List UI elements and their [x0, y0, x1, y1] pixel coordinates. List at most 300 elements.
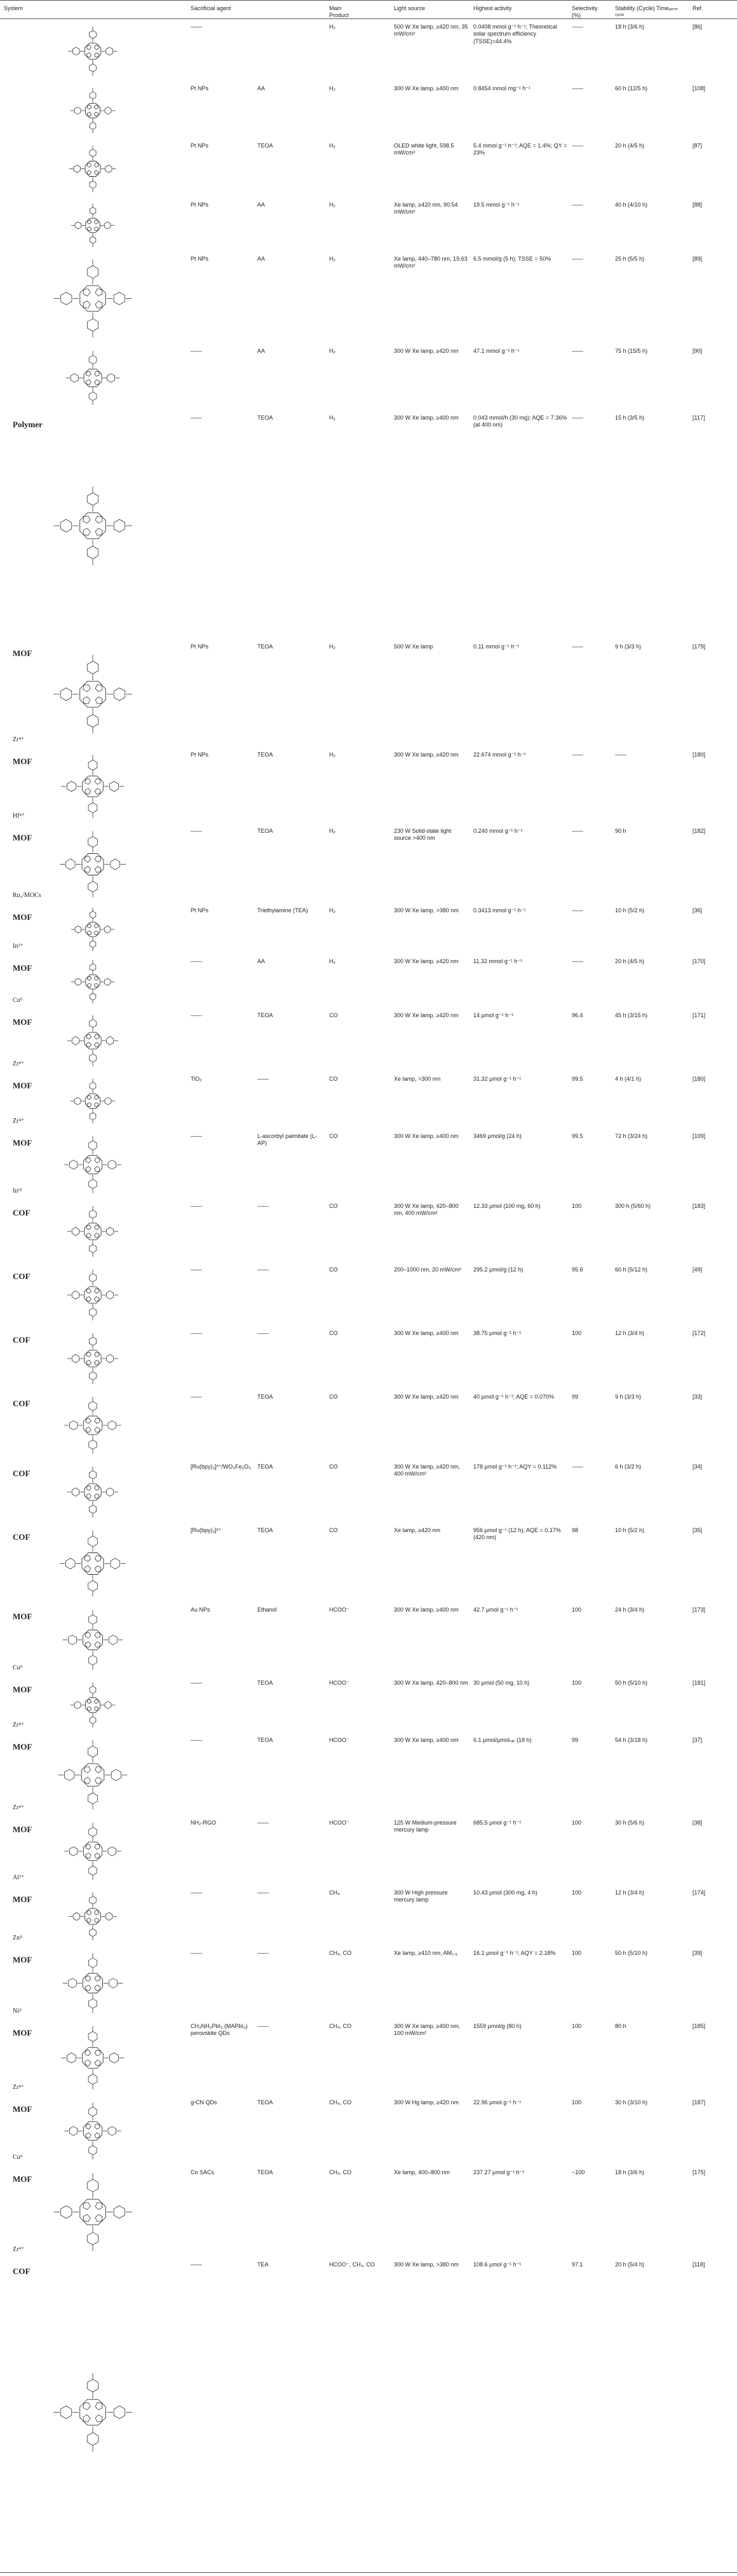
selectivity-cell: 100	[572, 1889, 582, 1896]
molecule-drawing	[53, 2373, 132, 2452]
structure-cell	[4, 906, 182, 953]
light-source-cell: Xe lamp, 440–780 nm, 19.63 mW/cm²	[394, 256, 468, 270]
stability-cell: 18 h (3/6 h)	[615, 2169, 645, 2175]
main-product-cell: H₂	[329, 907, 335, 914]
table-row	[0, 1949, 737, 2022]
main-product-cell: HCOO⁻	[329, 1680, 349, 1686]
structure-cell	[4, 2168, 182, 2256]
main-product-cell: CO	[329, 1463, 338, 1470]
stability-cell: 50 h (5/10 h)	[615, 1680, 648, 1686]
structure-cell	[4, 1888, 182, 1945]
structure-cell	[4, 1132, 182, 1198]
reference-cell: [182]	[693, 828, 706, 834]
metal-node-label: Zr⁴⁺	[13, 1722, 25, 1729]
main-product-cell: CO	[329, 1394, 338, 1400]
framework-label: MOF	[13, 1825, 32, 1834]
structure-svg	[4, 1011, 182, 1071]
molecule-drawing	[67, 1206, 118, 1257]
structure-svg	[4, 1132, 182, 1198]
molecule-drawing	[71, 88, 116, 134]
main-product-cell: CH₄, CO	[329, 2099, 352, 2106]
highest-activity-cell: 956 μmol g⁻¹ (12 h); AQE = 0.17% (420 nm)	[473, 1527, 561, 1541]
reference-cell: [118]	[693, 2261, 705, 2268]
main-product-cell: CH₄, CO	[329, 1950, 352, 1956]
reference-cell: [90]	[693, 348, 703, 354]
selectivity-cell: 100	[572, 2023, 582, 2029]
structure-svg	[4, 346, 182, 409]
framework-label: COF	[13, 1399, 30, 1408]
electron-donor-cell: TEOA	[257, 1012, 273, 1018]
structure-cell	[4, 1265, 182, 1325]
structure-cell	[4, 1202, 182, 1261]
structure-cell	[4, 413, 182, 638]
header-light-source: Light source	[394, 5, 426, 11]
stability-cell: 20 h (5/4 h)	[615, 2261, 645, 2268]
metal-node-label: Hf⁴⁺	[13, 812, 25, 819]
reference-cell: [34]	[693, 1463, 703, 1470]
framework-label: COF	[13, 1335, 30, 1345]
reference-cell: [180]	[693, 751, 706, 758]
selectivity-cell: ——	[572, 751, 583, 758]
light-source-cell: Xe lamp, ≥410 nm, AM₁.₅	[394, 1950, 458, 1956]
metal-node-label: In³⁺	[13, 943, 24, 950]
table-row	[0, 22, 737, 84]
molecule-drawing	[53, 486, 132, 565]
metal-node-label: Zr⁴⁺	[13, 1804, 25, 1811]
structure-svg	[4, 84, 182, 137]
structure-svg	[4, 413, 182, 638]
sacrificial-agent-cell: ——	[191, 1737, 202, 1743]
main-product-cell: H₂	[329, 643, 335, 650]
electron-donor-cell: ——	[257, 1330, 269, 1336]
metal-node-label: Zr⁴⁺	[13, 1118, 25, 1125]
electron-donor-cell: ——	[257, 1889, 269, 1896]
sacrificial-agent-cell: ——	[191, 1680, 202, 1686]
structure-cell	[4, 1605, 182, 1675]
electron-donor-cell: TEOA	[257, 1680, 273, 1686]
structure-svg	[4, 1888, 182, 1945]
structure-svg	[4, 1202, 182, 1261]
molecule-drawing	[67, 1467, 118, 1518]
structure-cell	[4, 2260, 182, 2565]
sacrificial-agent-cell: TiO₂	[191, 1076, 202, 1082]
highest-activity-cell: 22.674 mmol g⁻¹ h⁻¹	[473, 751, 526, 758]
framework-label: COF	[13, 2266, 30, 2276]
main-product-cell: CH₄	[329, 1889, 340, 1896]
highest-activity-cell: 42.7 μmol g⁻¹ h⁻¹	[473, 1607, 518, 1613]
structure-cell	[4, 1678, 182, 1732]
stability-cell: 72 h (3/24 h)	[615, 1133, 648, 1139]
sacrificial-agent-cell: Pt NPs	[191, 751, 209, 758]
light-source-cell: 300 W Xe lamp, ≥400 nm	[394, 414, 459, 421]
electron-donor-cell: TEA	[257, 2261, 269, 2268]
main-product-cell: HCOO⁻	[329, 1819, 349, 1826]
header-top-rule	[0, 0, 737, 1]
table-row	[0, 2260, 737, 2568]
framework-label: MOF	[13, 2104, 32, 2114]
framework-label: Polymer	[13, 420, 43, 429]
molecule-drawing	[69, 146, 116, 192]
light-source-cell: 300 W Xe lamp, 420–800 nm, 400 mW/cm²	[394, 1203, 459, 1217]
highest-activity-cell: 178 μmol g⁻¹ h⁻¹; AQY = 0.112%	[473, 1463, 557, 1470]
light-source-cell: 300 W Xe lamp, ≥420 nm	[394, 348, 459, 354]
framework-label: MOF	[13, 2174, 32, 2184]
sacrificial-agent-cell: ——	[191, 1950, 202, 1956]
light-source-cell: 300 W Hg lamp, ≥420 nm	[394, 2099, 459, 2106]
table-row	[0, 200, 737, 254]
structure-svg	[4, 22, 182, 80]
highest-activity-cell: 0.240 mmol g⁻¹ h⁻¹	[473, 828, 523, 834]
electron-donor-cell: Ethanol	[257, 1607, 277, 1613]
stability-cell: 30 h (5/6 h)	[615, 1819, 645, 1826]
highest-activity-cell: 22.96 μmol g⁻¹ h⁻¹	[473, 2099, 522, 2106]
light-source-cell: 125 W Medium-pressure mercury lamp	[394, 1819, 457, 1833]
selectivity-cell: ——	[572, 348, 583, 354]
structure-cell	[4, 1736, 182, 1814]
table-row	[0, 2022, 737, 2098]
highest-activity-cell: 0.043 mmol/h (30 mg); AQE = 7.36% (at 400 nm)	[473, 414, 567, 428]
stability-cell: 30 h (3/10 h)	[615, 2099, 648, 2106]
main-product-cell: CO	[329, 1203, 338, 1209]
highest-activity-cell: 1559 μmol/g (80 h)	[473, 2023, 522, 2029]
table-bottom-rule	[0, 2572, 737, 2573]
molecule-drawing	[68, 27, 117, 76]
main-product-cell: CO	[329, 1330, 338, 1336]
molecule-drawing	[61, 755, 124, 818]
structure-cell	[4, 1818, 182, 1884]
light-source-cell: 300 W Xe lamp, 420–800 nm	[394, 1680, 468, 1686]
framework-label: MOF	[13, 648, 32, 658]
header-stability: Stability (Cycle) Timeₐₘₘ ᶜʸᶜˡᵉ	[615, 5, 679, 18]
highest-activity-cell: 47.1 mmol g⁻¹ h⁻¹	[473, 348, 520, 354]
structure-svg	[4, 1074, 182, 1128]
metal-node-label: Znᴵᴵ	[13, 1935, 23, 1942]
molecule-drawing	[61, 2026, 124, 2089]
framework-label: COF	[13, 1208, 30, 1217]
main-product-cell: H₂	[329, 85, 335, 92]
light-source-cell: OLED white light, 598.5 mW/cm²	[394, 142, 454, 156]
light-source-cell: 300 W Xe lamp, ≥420 nm	[394, 1012, 459, 1018]
structure-svg	[4, 141, 182, 196]
framework-label: MOF	[13, 833, 32, 842]
reference-cell: [183]	[693, 1203, 706, 1209]
structure-svg	[4, 642, 182, 746]
structure-cell	[4, 826, 182, 902]
structure-cell	[4, 84, 182, 137]
selectivity-cell: 100	[572, 1819, 582, 1826]
stability-cell: 10 h (5/2 h)	[615, 907, 645, 914]
electron-donor-cell: ——	[257, 2023, 269, 2029]
stability-cell: 60 h (12/5 h)	[615, 85, 648, 92]
highest-activity-cell: 31.32 μmol g⁻¹ h⁻¹	[473, 1076, 522, 1082]
reference-cell: [179]	[693, 643, 706, 650]
electron-donor-cell: TEOA	[257, 2099, 273, 2106]
light-source-cell: 300 W Xe lamp, >380 nm	[394, 907, 459, 914]
stability-cell: 80 h	[615, 2023, 626, 2029]
table-row	[0, 1011, 737, 1074]
reference-cell: [33]	[693, 1394, 703, 1400]
selectivity-cell: 99.5	[572, 1133, 583, 1139]
selectivity-cell: ——	[572, 202, 583, 208]
highest-activity-cell: 0.3413 mmol g⁻¹ h⁻¹	[473, 907, 526, 914]
stability-cell: 9 h (3/3 h)	[615, 643, 642, 650]
stability-cell: 20 h (4/5 h)	[615, 958, 645, 964]
sacrificial-agent-cell: ——	[191, 24, 202, 30]
stability-cell: 18 h (3/6 h)	[615, 24, 645, 30]
highest-activity-cell: 38.75 μmol g⁻¹ h⁻¹	[473, 1330, 522, 1336]
structure-svg	[4, 1949, 182, 2018]
framework-label: MOF	[13, 963, 32, 973]
table-row	[0, 957, 737, 1011]
molecule-drawing	[71, 1079, 116, 1124]
structure-svg	[4, 1329, 182, 1388]
sacrificial-agent-cell: Pt NPs	[191, 907, 209, 914]
sacrificial-agent-cell: ——	[191, 348, 202, 354]
reference-cell: [39]	[693, 1950, 703, 1956]
table-row	[0, 826, 737, 906]
table-row	[0, 642, 737, 750]
framework-label: MOF	[13, 1742, 32, 1751]
structure-cell	[4, 1011, 182, 1071]
electron-donor-cell: TEOA	[257, 142, 273, 149]
molecule-drawing	[69, 1893, 116, 1940]
molecule-drawing	[71, 960, 114, 1003]
sacrificial-agent-cell: [Ru(bpy)₃]²⁺/WO₃Fe₂O₃	[191, 1463, 251, 1470]
sacrificial-agent-cell: ——	[191, 958, 202, 964]
stability-cell: 20 h (4/5 h)	[615, 142, 645, 149]
reference-cell: [88]	[693, 202, 703, 208]
stability-cell: 12 h (3/4 h)	[615, 1889, 645, 1896]
highest-activity-cell: 5.4 mmol g⁻¹ h⁻¹; AQE = 1.4%; QY = 23%	[473, 142, 567, 156]
sacrificial-agent-cell: ——	[191, 1394, 202, 1400]
table-row	[0, 1462, 737, 1526]
electron-donor-cell: AA	[257, 958, 266, 964]
stability-cell: 50 h (5/10 h)	[615, 1950, 648, 1956]
main-product-cell: CO	[329, 1076, 338, 1082]
main-product-cell: H₂	[329, 202, 335, 208]
stability-cell: 4 h (4/1 h)	[615, 1076, 642, 1082]
reference-cell: [87]	[693, 142, 703, 149]
metal-node-label: Zr⁴⁺	[13, 736, 25, 743]
light-source-cell: 300 W Xe lamp, ≥420 nm	[394, 751, 459, 758]
selectivity-cell: ——	[572, 958, 583, 964]
metal-node-label: Zr⁴⁺	[13, 2084, 25, 2091]
sacrificial-agent-cell: NH₂-RGO	[191, 1819, 216, 1826]
molecule-drawing	[58, 1741, 128, 1810]
table-row	[0, 1329, 737, 1392]
light-source-cell: Xe lamp, ≥420 nm	[394, 1527, 440, 1533]
reference-cell: [174]	[693, 1889, 706, 1896]
structure-svg	[4, 1462, 182, 1522]
highest-activity-cell: 6.1 μmol/μmolₜₐₜ (18 h)	[473, 1737, 532, 1743]
molecule-drawing	[67, 1015, 118, 1066]
sacrificial-agent-cell: ——	[191, 1266, 202, 1273]
metal-node-label: Ru₃/MOCs	[13, 892, 41, 899]
header-selectivity: Selectivity (%)	[572, 5, 598, 18]
highest-activity-cell: 0.11 mmol g⁻¹ h⁻¹	[473, 643, 519, 650]
structure-cell	[4, 1462, 182, 1522]
molecule-drawing	[53, 655, 132, 734]
stability-cell: 90 h	[615, 828, 626, 834]
framework-label: MOF	[13, 1612, 32, 1621]
molecule-drawing	[71, 203, 114, 247]
sacrificial-agent-cell: ——	[191, 1889, 202, 1896]
metal-node-label: Cuᴵᴵ	[13, 997, 23, 1004]
metal-node-label: Al³⁺	[13, 1874, 25, 1881]
electron-donor-cell: TEOA	[257, 1463, 273, 1470]
structure-cell	[4, 141, 182, 196]
light-source-cell: 300 W Xe lamp, >380 nm	[394, 2261, 459, 2268]
light-source-cell: 300 W Xe lamp, ≥420 nm	[394, 958, 459, 964]
highest-activity-cell: 10.43 μmol (300 mg, 4 h)	[473, 1889, 538, 1896]
sacrificial-agent-cell: ——	[191, 1203, 202, 1209]
highest-activity-cell: 30 μmol (50 mg, 10 h)	[473, 1680, 530, 1686]
selectivity-cell: ——	[572, 256, 583, 262]
selectivity-cell: ——	[572, 907, 583, 914]
light-source-cell: Xe lamp, >300 nm	[394, 1076, 441, 1082]
sacrificial-agent-cell: Au NPs	[191, 1607, 210, 1613]
electron-donor-cell: TEOA	[257, 1394, 273, 1400]
framework-label: MOF	[13, 1138, 32, 1148]
electron-donor-cell: TEOA	[257, 751, 273, 758]
reference-cell: [35]	[693, 1527, 703, 1533]
selectivity-cell: 100	[572, 1330, 582, 1336]
light-source-cell: 300 W Xe lamp, ≥400 nm	[394, 85, 459, 92]
selectivity-cell: ~100	[572, 2169, 585, 2175]
selectivity-cell: 98	[572, 1527, 579, 1533]
highest-activity-cell: 108.6 μmol g⁻¹ h⁻¹	[473, 2261, 522, 2268]
main-product-cell: H₂	[329, 256, 335, 262]
structure-svg	[4, 2098, 182, 2164]
reference-cell: [173]	[693, 1607, 706, 1613]
light-source-cell: Xe lamp, 400–800 nm	[394, 2169, 450, 2175]
structure-svg	[4, 1392, 182, 1458]
structure-svg	[4, 1818, 182, 1884]
sacrificial-agent-cell: ——	[191, 2261, 202, 2268]
molecule-drawing	[67, 1333, 118, 1384]
selectivity-cell: ——	[572, 85, 583, 92]
main-product-cell: CH₄, CO	[329, 2023, 352, 2029]
table-row	[0, 1818, 737, 1888]
sacrificial-agent-cell: Pt NPs	[191, 142, 209, 149]
electron-donor-cell: ——	[257, 1819, 269, 1826]
structure-svg	[4, 254, 182, 343]
light-source-cell: Xe lamp, ≥420 nm, 90.54 mW/cm²	[394, 202, 458, 216]
table-row	[0, 254, 737, 346]
structure-cell	[4, 2022, 182, 2094]
highest-activity-cell: 40 μmol g⁻¹ h⁻¹; AQE = 0.070%	[473, 1394, 554, 1400]
electron-donor-cell: ——	[257, 1076, 269, 1082]
header-ref: Ref.	[693, 5, 703, 11]
structure-svg	[4, 1678, 182, 1732]
stability-cell: 9 h (3/3 h)	[615, 1394, 642, 1400]
structure-cell	[4, 1329, 182, 1388]
table-row	[0, 1526, 737, 1605]
sacrificial-agent-cell: ——	[191, 1330, 202, 1336]
stability-cell: 24 h (3/4 h)	[615, 1607, 645, 1613]
sacrificial-agent-cell: ——	[191, 414, 202, 421]
electron-donor-cell: AA	[257, 85, 266, 92]
molecule-drawing	[63, 1610, 123, 1669]
structure-svg	[4, 826, 182, 902]
metal-node-label: Zr⁴⁺	[13, 2246, 25, 2253]
main-product-cell: H₂	[329, 24, 335, 30]
metal-node-label: Niᴵᴵ	[13, 2008, 22, 2015]
reference-cell: [187]	[693, 2099, 706, 2106]
electron-donor-cell: ——	[257, 1950, 269, 1956]
structure-svg	[4, 750, 182, 823]
selectivity-cell: 100	[572, 2099, 582, 2106]
sacrificial-agent-cell: g-CN QDs	[191, 2099, 217, 2106]
sacrificial-agent-cell: ——	[191, 1133, 202, 1139]
framework-label: COF	[13, 1271, 30, 1281]
highest-activity-cell: 12.33 μmol (100 mg, 60 h)	[473, 1203, 541, 1209]
main-product-cell: CO	[329, 1527, 338, 1533]
light-source-cell: 200–1000 nm, 20 mW/cm²	[394, 1266, 462, 1273]
molecule-drawing	[64, 2102, 121, 2160]
electron-donor-cell: TEOA	[257, 828, 273, 834]
selectivity-cell: ——	[572, 24, 583, 30]
main-product-cell: CO	[329, 1266, 338, 1273]
stability-cell: 25 h (5/5 h)	[615, 256, 645, 262]
metal-node-label: Cuᴵᴵ	[13, 2154, 23, 2161]
highest-activity-cell: 237.27 μmol g⁻¹ h⁻¹	[473, 2169, 525, 2175]
light-source-cell: 300 W Xe lamp, ≥400 nm, 100 mW/cm²	[394, 2023, 460, 2037]
electron-donor-cell: TEOA	[257, 1527, 273, 1533]
reference-cell: [109]	[693, 1133, 706, 1139]
molecule-drawing	[66, 351, 120, 405]
metal-node-label: Inᴵᴵᴵ	[13, 1188, 22, 1195]
electron-donor-cell: Triethylamine (TEA)	[257, 907, 308, 914]
molecule-drawing	[64, 1397, 121, 1454]
highest-activity-cell: 295.2 μmol/g (12 h)	[473, 1266, 524, 1273]
selectivity-cell: 100	[572, 1203, 582, 1209]
electron-donor-cell: AA	[257, 202, 266, 208]
main-product-cell: CO	[329, 1012, 338, 1018]
electron-donor-cell: TEOA	[257, 2169, 273, 2175]
highest-activity-cell: 14 μmol g⁻¹ h⁻¹	[473, 1012, 513, 1018]
table-row	[0, 413, 737, 642]
highest-activity-cell: 0.0408 mmol g⁻¹ h⁻¹; Theoretical solar spectrum efficiency (TSSE)=44.4%	[473, 24, 557, 45]
main-product-cell: HCOO⁻	[329, 1737, 349, 1743]
header-highest-activity: Highest activity	[473, 5, 512, 11]
reference-cell: [180]	[693, 1076, 706, 1082]
table-row	[0, 750, 737, 826]
structure-svg	[4, 1736, 182, 1814]
structure-cell	[4, 22, 182, 80]
structure-cell	[4, 346, 182, 409]
selectivity-cell: ——	[572, 1463, 583, 1470]
table-row	[0, 1678, 737, 1736]
table-row	[0, 346, 737, 413]
framework-label: MOF	[13, 1894, 32, 1904]
reference-cell: [181]	[693, 1680, 706, 1686]
structure-svg	[4, 2168, 182, 2256]
sacrificial-agent-cell: [Ru(bpy)₃]²⁺	[191, 1527, 222, 1533]
reference-cell: [117]	[693, 414, 705, 421]
structure-cell	[4, 1392, 182, 1458]
light-source-cell: 300 W Xe lamp, ≥400 nm	[394, 1330, 459, 1336]
molecule-drawing	[71, 908, 114, 951]
main-product-cell: H₂	[329, 958, 335, 964]
framework-label: COF	[13, 1469, 30, 1478]
light-source-cell: 300 W Xe lamp, ≥420 nm	[394, 1394, 459, 1400]
framework-label: MOF	[13, 757, 32, 766]
table-row	[0, 1888, 737, 1949]
sacrificial-agent-cell: Co SACs	[191, 2169, 215, 2175]
molecule-drawing	[67, 1270, 118, 1320]
header-bottom-rule	[0, 18, 737, 19]
